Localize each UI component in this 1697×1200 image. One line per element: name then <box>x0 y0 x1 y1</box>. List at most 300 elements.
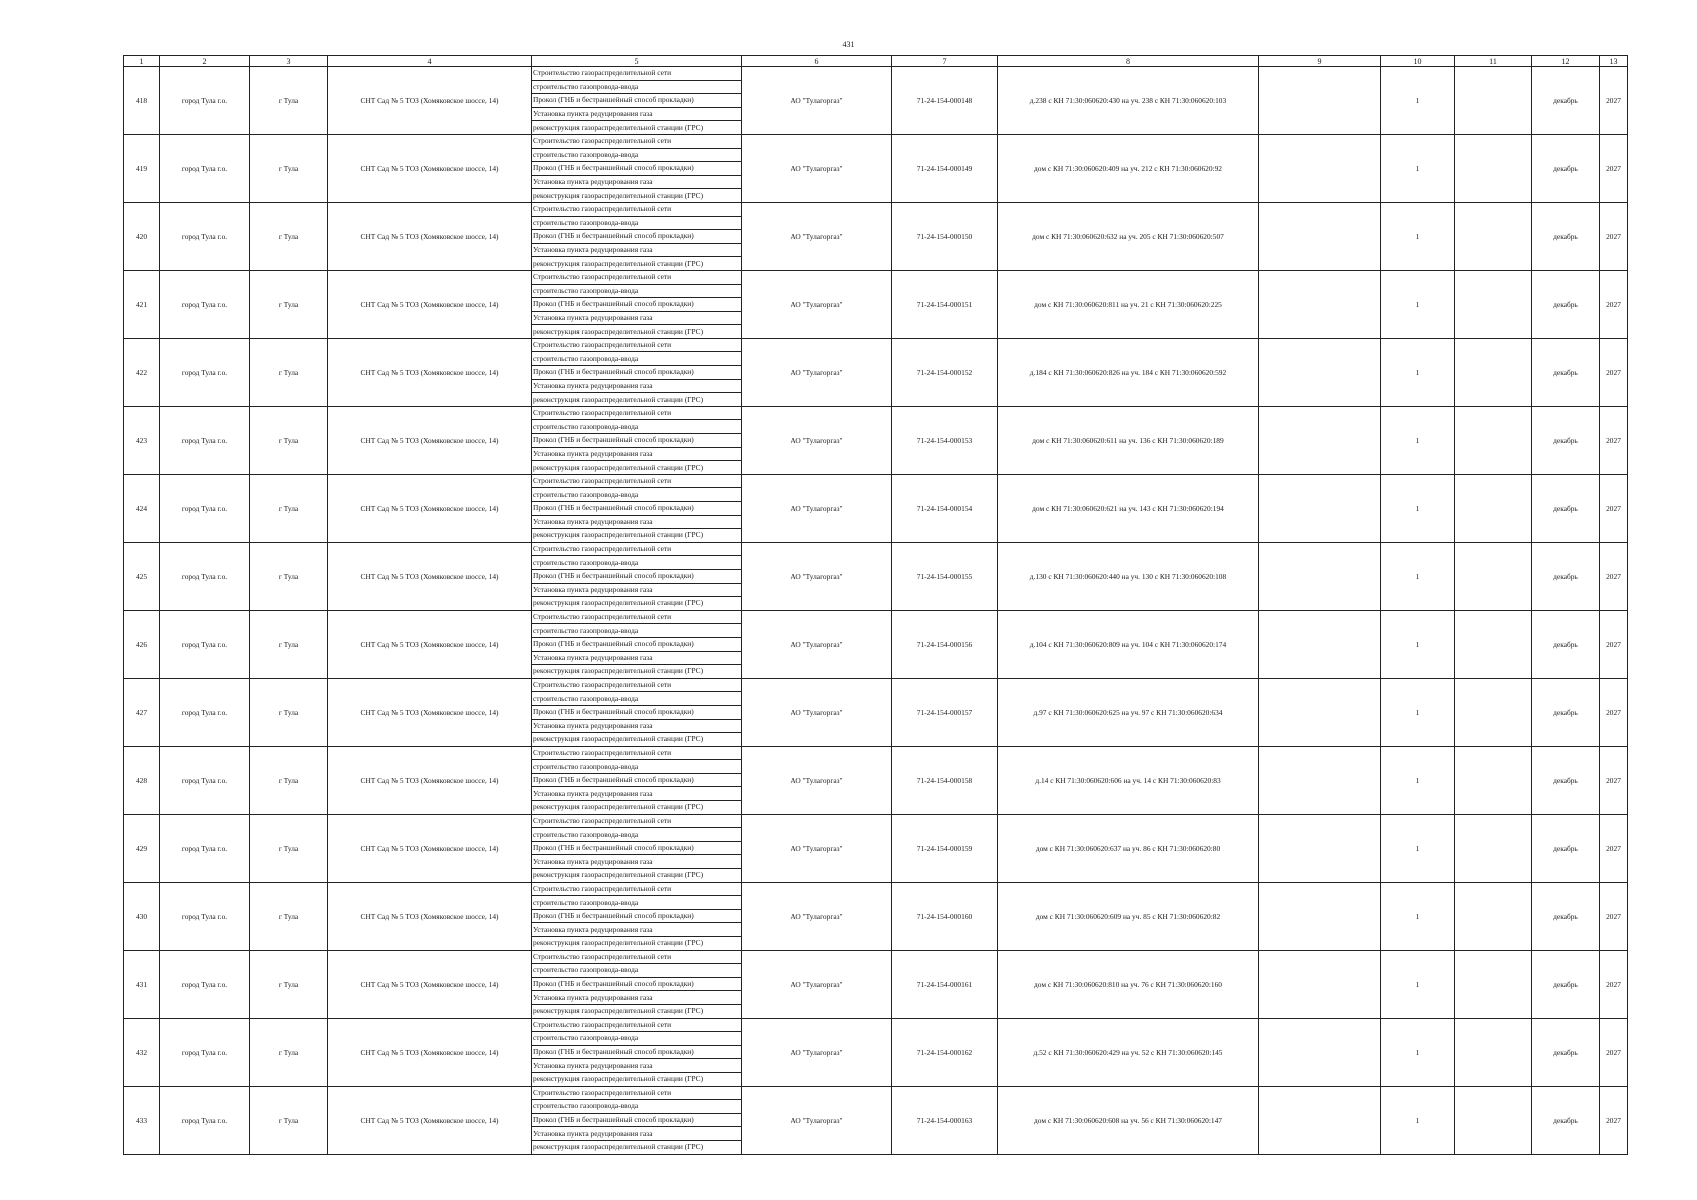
row-number-cell: 433 <box>124 1086 160 1154</box>
column-header-10: 10 <box>1381 56 1455 67</box>
work-type-cell: реконструкция газораспределительной станции (ГРС) <box>532 189 742 203</box>
work-type-cell: Прокол (ГНБ и бестраншейный способ прокладки) <box>532 502 742 516</box>
locality-cell: г Тула <box>250 1086 328 1154</box>
object-cell: СНТ Сад № 5 ТОЗ (Хомяковское шоссе, 14) <box>328 678 532 746</box>
work-type-cell: Строительство газораспределительной сети <box>532 338 742 352</box>
work-type-cell: реконструкция газораспределительной станции (ГРС) <box>532 801 742 815</box>
work-type-cell: Прокол (ГНБ и бестраншейный способ прокладки) <box>532 569 742 583</box>
work-type-cell: Строительство газораспределительной сети <box>532 814 742 828</box>
address-cell: д.52 с КН 71:30:060620:429 на уч. 52 с КН 71:30:060620:145 <box>998 1018 1259 1086</box>
work-type-cell: реконструкция газораспределительной станции (ГРС) <box>532 597 742 611</box>
object-cell: СНТ Сад № 5 ТОЗ (Хомяковское шоссе, 14) <box>328 950 532 1018</box>
work-type-cell: Прокол (ГНБ и бестраншейный способ прокладки) <box>532 366 742 380</box>
column-header-12: 12 <box>1532 56 1600 67</box>
organization-cell: АО "Тулагоргаз" <box>742 1086 892 1154</box>
year-cell: 2027 <box>1600 134 1628 202</box>
work-type-cell: Строительство газораспределительной сети <box>532 1086 742 1100</box>
work-type-cell: Строительство газораспределительной сети <box>532 542 742 556</box>
work-type-cell: Прокол (ГНБ и бестраншейный способ прокладки) <box>532 637 742 651</box>
column-11-cell <box>1455 882 1532 950</box>
row-number-cell: 427 <box>124 678 160 746</box>
work-type-cell: Строительство газораспределительной сети <box>532 134 742 148</box>
work-type-cell: строительство газопровода-ввода <box>532 80 742 94</box>
locality-cell: г Тула <box>250 134 328 202</box>
organization-cell: АО "Тулагоргаз" <box>742 202 892 270</box>
work-type-cell: Прокол (ГНБ и бестраншейный способ прокладки) <box>532 434 742 448</box>
month-cell: декабрь <box>1532 1086 1600 1154</box>
work-type-cell: Прокол (ГНБ и бестраншейный способ прокладки) <box>532 977 742 991</box>
municipality-cell: город Тула г.о. <box>160 202 250 270</box>
locality-cell: г Тула <box>250 814 328 882</box>
work-type-cell: Строительство газораспределительной сети <box>532 882 742 896</box>
municipality-cell: город Тула г.о. <box>160 270 250 338</box>
application-number-cell: 71-24-154-000148 <box>892 67 998 135</box>
work-type-cell: Прокол (ГНБ и бестраншейный способ прокладки) <box>532 1113 742 1127</box>
table-row <box>124 542 1628 556</box>
column-header-3: 3 <box>250 56 328 67</box>
column-9-cell <box>1259 950 1381 1018</box>
organization-cell: АО "Тулагоргаз" <box>742 338 892 406</box>
column-9-cell <box>1259 882 1381 950</box>
column-11-cell <box>1455 542 1532 610</box>
work-type-cell: реконструкция газораспределительной станции (ГРС) <box>532 1004 742 1018</box>
organization-cell: АО "Тулагоргаз" <box>742 474 892 542</box>
application-number-cell: 71-24-154-000153 <box>892 406 998 474</box>
row-number-cell: 421 <box>124 270 160 338</box>
object-cell: СНТ Сад № 5 ТОЗ (Хомяковское шоссе, 14) <box>328 202 532 270</box>
work-type-cell: реконструкция газораспределительной станции (ГРС) <box>532 937 742 951</box>
year-cell: 2027 <box>1600 542 1628 610</box>
quantity-cell: 1 <box>1381 678 1455 746</box>
table-row <box>124 814 1628 828</box>
address-cell: д.130 с КН 71:30:060620:440 на уч. 130 с КН 71:30:060620:108 <box>998 542 1259 610</box>
address-cell: д.238 с КН 71:30:060620:430 на уч. 238 с КН 71:30:060620:103 <box>998 67 1259 135</box>
locality-cell: г Тула <box>250 338 328 406</box>
address-cell: дом с КН 71:30:060620:637 на уч. 86 с КН 71:30:060620:80 <box>998 814 1259 882</box>
row-number-cell: 425 <box>124 542 160 610</box>
work-type-cell: реконструкция газораспределительной станции (ГРС) <box>532 869 742 883</box>
column-header-7: 7 <box>892 56 998 67</box>
row-number-cell: 426 <box>124 610 160 678</box>
application-number-cell: 71-24-154-000158 <box>892 746 998 814</box>
work-type-cell: Установка пункта редуцирования газа <box>532 583 742 597</box>
month-cell: декабрь <box>1532 67 1600 135</box>
work-type-cell: Установка пункта редуцирования газа <box>532 243 742 257</box>
quantity-cell: 1 <box>1381 950 1455 1018</box>
work-type-cell: Установка пункта редуцирования газа <box>532 447 742 461</box>
locality-cell: г Тула <box>250 610 328 678</box>
organization-cell: АО "Тулагоргаз" <box>742 406 892 474</box>
work-type-cell: Прокол (ГНБ и бестраншейный способ прокладки) <box>532 298 742 312</box>
column-header-9: 9 <box>1259 56 1381 67</box>
year-cell: 2027 <box>1600 678 1628 746</box>
work-type-cell: Установка пункта редуцирования газа <box>532 719 742 733</box>
row-number-cell: 419 <box>124 134 160 202</box>
locality-cell: г Тула <box>250 950 328 1018</box>
work-type-cell: реконструкция газораспределительной станции (ГРС) <box>532 733 742 747</box>
quantity-cell: 1 <box>1381 406 1455 474</box>
application-number-cell: 71-24-154-000162 <box>892 1018 998 1086</box>
month-cell: декабрь <box>1532 542 1600 610</box>
work-type-cell: Установка пункта редуцирования газа <box>532 175 742 189</box>
month-cell: декабрь <box>1532 1018 1600 1086</box>
object-cell: СНТ Сад № 5 ТОЗ (Хомяковское шоссе, 14) <box>328 746 532 814</box>
table-row <box>124 1086 1628 1100</box>
work-type-cell: Прокол (ГНБ и бестраншейный способ прокладки) <box>532 909 742 923</box>
organization-cell: АО "Тулагоргаз" <box>742 882 892 950</box>
organization-cell: АО "Тулагоргаз" <box>742 270 892 338</box>
table-row <box>124 202 1628 216</box>
application-number-cell: 71-24-154-000157 <box>892 678 998 746</box>
table-row <box>124 610 1628 624</box>
month-cell: декабрь <box>1532 678 1600 746</box>
work-type-cell: Прокол (ГНБ и бестраншейный способ прокладки) <box>532 773 742 787</box>
quantity-cell: 1 <box>1381 134 1455 202</box>
column-11-cell <box>1455 678 1532 746</box>
column-9-cell <box>1259 678 1381 746</box>
municipality-cell: город Тула г.о. <box>160 950 250 1018</box>
organization-cell: АО "Тулагоргаз" <box>742 746 892 814</box>
object-cell: СНТ Сад № 5 ТОЗ (Хомяковское шоссе, 14) <box>328 406 532 474</box>
work-type-cell: Установка пункта редуцирования газа <box>532 651 742 665</box>
column-header-11: 11 <box>1455 56 1532 67</box>
work-type-cell: строительство газопровода-ввода <box>532 828 742 842</box>
municipality-cell: город Тула г.о. <box>160 814 250 882</box>
table-body <box>124 67 1628 1155</box>
work-type-cell: Строительство газораспределительной сети <box>532 746 742 760</box>
year-cell: 2027 <box>1600 474 1628 542</box>
work-type-cell: строительство газопровода-ввода <box>532 556 742 570</box>
locality-cell: г Тула <box>250 67 328 135</box>
year-cell: 2027 <box>1600 1086 1628 1154</box>
municipality-cell: город Тула г.о. <box>160 610 250 678</box>
column-11-cell <box>1455 1018 1532 1086</box>
object-cell: СНТ Сад № 5 ТОЗ (Хомяковское шоссе, 14) <box>328 1018 532 1086</box>
work-type-cell: Строительство газораспределительной сети <box>532 270 742 284</box>
column-11-cell <box>1455 746 1532 814</box>
address-cell: дом с КН 71:30:060620:811 на уч. 21 с КН 71:30:060620:225 <box>998 270 1259 338</box>
work-type-cell: строительство газопровода-ввода <box>532 760 742 774</box>
address-cell: дом с КН 71:30:060620:609 на уч. 85 с КН 71:30:060620:82 <box>998 882 1259 950</box>
municipality-cell: город Тула г.о. <box>160 406 250 474</box>
work-type-cell: Установка пункта редуцирования газа <box>532 107 742 121</box>
municipality-cell: город Тула г.о. <box>160 882 250 950</box>
table-row <box>124 678 1628 692</box>
object-cell: СНТ Сад № 5 ТОЗ (Хомяковское шоссе, 14) <box>328 474 532 542</box>
year-cell: 2027 <box>1600 746 1628 814</box>
object-cell: СНТ Сад № 5 ТОЗ (Хомяковское шоссе, 14) <box>328 882 532 950</box>
column-9-cell <box>1259 270 1381 338</box>
column-11-cell <box>1455 1086 1532 1154</box>
table-row <box>124 270 1628 284</box>
locality-cell: г Тула <box>250 270 328 338</box>
quantity-cell: 1 <box>1381 270 1455 338</box>
column-11-cell <box>1455 338 1532 406</box>
table-row <box>124 746 1628 760</box>
year-cell: 2027 <box>1600 1018 1628 1086</box>
work-type-cell: реконструкция газораспределительной станции (ГРС) <box>532 461 742 475</box>
application-number-cell: 71-24-154-000161 <box>892 950 998 1018</box>
locality-cell: г Тула <box>250 1018 328 1086</box>
month-cell: декабрь <box>1532 950 1600 1018</box>
address-cell: дом с КН 71:30:060620:409 на уч. 212 с КН 71:30:060620:92 <box>998 134 1259 202</box>
row-number-cell: 420 <box>124 202 160 270</box>
month-cell: декабрь <box>1532 814 1600 882</box>
address-cell: д.14 с КН 71:30:060620:606 на уч. 14 с КН 71:30:060620:83 <box>998 746 1259 814</box>
address-cell: дом с КН 71:30:060620:632 на уч. 205 с КН 71:30:060620:507 <box>998 202 1259 270</box>
locality-cell: г Тула <box>250 406 328 474</box>
work-type-cell: строительство газопровода-ввода <box>532 352 742 366</box>
address-cell: д.184 с КН 71:30:060620:826 на уч. 184 с КН 71:30:060620:592 <box>998 338 1259 406</box>
application-number-cell: 71-24-154-000156 <box>892 610 998 678</box>
object-cell: СНТ Сад № 5 ТОЗ (Хомяковское шоссе, 14) <box>328 610 532 678</box>
work-type-cell: реконструкция газораспределительной станции (ГРС) <box>532 1072 742 1086</box>
work-type-cell: Установка пункта редуцирования газа <box>532 515 742 529</box>
organization-cell: АО "Тулагоргаз" <box>742 814 892 882</box>
column-11-cell <box>1455 474 1532 542</box>
application-number-cell: 71-24-154-000155 <box>892 542 998 610</box>
work-type-cell: Установка пункта редуцирования газа <box>532 379 742 393</box>
work-type-cell: реконструкция газораспределительной станции (ГРС) <box>532 121 742 135</box>
organization-cell: АО "Тулагоргаз" <box>742 1018 892 1086</box>
work-type-cell: Установка пункта редуцирования газа <box>532 787 742 801</box>
work-type-cell: реконструкция газораспределительной станции (ГРС) <box>532 1140 742 1154</box>
column-11-cell <box>1455 270 1532 338</box>
locality-cell: г Тула <box>250 474 328 542</box>
municipality-cell: город Тула г.о. <box>160 678 250 746</box>
object-cell: СНТ Сад № 5 ТОЗ (Хомяковское шоссе, 14) <box>328 134 532 202</box>
address-cell: д.97 с КН 71:30:060620:625 на уч. 97 с КН 71:30:060620:634 <box>998 678 1259 746</box>
work-type-cell: Установка пункта редуцирования газа <box>532 991 742 1005</box>
work-type-cell: строительство газопровода-ввода <box>532 1100 742 1114</box>
month-cell: декабрь <box>1532 610 1600 678</box>
table-header <box>124 56 1628 67</box>
work-type-cell: строительство газопровода-ввода <box>532 420 742 434</box>
data-table <box>123 55 1628 1155</box>
work-type-cell: Установка пункта редуцирования газа <box>532 1127 742 1141</box>
month-cell: декабрь <box>1532 134 1600 202</box>
municipality-cell: город Тула г.о. <box>160 746 250 814</box>
work-type-cell: Строительство газораспределительной сети <box>532 1018 742 1032</box>
row-number-cell: 428 <box>124 746 160 814</box>
work-type-cell: Установка пункта редуцирования газа <box>532 855 742 869</box>
organization-cell: АО "Тулагоргаз" <box>742 678 892 746</box>
table-row <box>124 134 1628 148</box>
column-11-cell <box>1455 134 1532 202</box>
page-number: 431 <box>842 40 855 49</box>
object-cell: СНТ Сад № 5 ТОЗ (Хомяковское шоссе, 14) <box>328 814 532 882</box>
table-row <box>124 338 1628 352</box>
address-cell: дом с КН 71:30:060620:608 на уч. 56 с КН 71:30:060620:147 <box>998 1086 1259 1154</box>
work-type-cell: строительство газопровода-ввода <box>532 624 742 638</box>
row-number-cell: 431 <box>124 950 160 1018</box>
object-cell: СНТ Сад № 5 ТОЗ (Хомяковское шоссе, 14) <box>328 270 532 338</box>
work-type-cell: Установка пункта редуцирования газа <box>532 311 742 325</box>
work-type-cell: Прокол (ГНБ и бестраншейный способ прокладки) <box>532 841 742 855</box>
row-number-cell: 422 <box>124 338 160 406</box>
year-cell: 2027 <box>1600 270 1628 338</box>
column-9-cell <box>1259 610 1381 678</box>
municipality-cell: город Тула г.о. <box>160 542 250 610</box>
month-cell: декабрь <box>1532 474 1600 542</box>
header-row <box>124 56 1628 67</box>
object-cell: СНТ Сад № 5 ТОЗ (Хомяковское шоссе, 14) <box>328 67 532 135</box>
month-cell: декабрь <box>1532 202 1600 270</box>
address-cell: дом с КН 71:30:060620:810 на уч. 76 с КН 71:30:060620:160 <box>998 950 1259 1018</box>
work-type-cell: строительство газопровода-ввода <box>532 284 742 298</box>
quantity-cell: 1 <box>1381 67 1455 135</box>
work-type-cell: строительство газопровода-ввода <box>532 896 742 910</box>
work-type-cell: Строительство газораспределительной сети <box>532 610 742 624</box>
work-type-cell: Прокол (ГНБ и бестраншейный способ прокладки) <box>532 705 742 719</box>
column-header-6: 6 <box>742 56 892 67</box>
column-11-cell <box>1455 950 1532 1018</box>
year-cell: 2027 <box>1600 338 1628 406</box>
month-cell: декабрь <box>1532 270 1600 338</box>
municipality-cell: город Тула г.о. <box>160 338 250 406</box>
column-9-cell <box>1259 338 1381 406</box>
column-9-cell <box>1259 814 1381 882</box>
municipality-cell: город Тула г.о. <box>160 1018 250 1086</box>
row-number-cell: 429 <box>124 814 160 882</box>
table-row <box>124 950 1628 964</box>
locality-cell: г Тула <box>250 542 328 610</box>
year-cell: 2027 <box>1600 950 1628 1018</box>
year-cell: 2027 <box>1600 67 1628 135</box>
work-type-cell: строительство газопровода-ввода <box>532 488 742 502</box>
column-9-cell <box>1259 474 1381 542</box>
quantity-cell: 1 <box>1381 1086 1455 1154</box>
work-type-cell: Строительство газораспределительной сети <box>532 950 742 964</box>
work-type-cell: Установка пункта редуцирования газа <box>532 923 742 937</box>
municipality-cell: город Тула г.о. <box>160 1086 250 1154</box>
municipality-cell: город Тула г.о. <box>160 67 250 135</box>
month-cell: декабрь <box>1532 882 1600 950</box>
work-type-cell: Прокол (ГНБ и бестраншейный способ прокладки) <box>532 1045 742 1059</box>
year-cell: 2027 <box>1600 610 1628 678</box>
locality-cell: г Тула <box>250 202 328 270</box>
column-9-cell <box>1259 134 1381 202</box>
month-cell: декабрь <box>1532 746 1600 814</box>
quantity-cell: 1 <box>1381 338 1455 406</box>
work-type-cell: Строительство газораспределительной сети <box>532 678 742 692</box>
month-cell: декабрь <box>1532 338 1600 406</box>
application-number-cell: 71-24-154-000160 <box>892 882 998 950</box>
organization-cell: АО "Тулагоргаз" <box>742 67 892 135</box>
application-number-cell: 71-24-154-000150 <box>892 202 998 270</box>
application-number-cell: 71-24-154-000149 <box>892 134 998 202</box>
application-number-cell: 71-24-154-000152 <box>892 338 998 406</box>
month-cell: декабрь <box>1532 406 1600 474</box>
column-9-cell <box>1259 202 1381 270</box>
work-type-cell: Строительство газораспределительной сети <box>532 202 742 216</box>
column-11-cell <box>1455 610 1532 678</box>
column-9-cell <box>1259 746 1381 814</box>
work-type-cell: Строительство газораспределительной сети <box>532 406 742 420</box>
row-number-cell: 430 <box>124 882 160 950</box>
column-11-cell <box>1455 202 1532 270</box>
year-cell: 2027 <box>1600 814 1628 882</box>
organization-cell: АО "Тулагоргаз" <box>742 610 892 678</box>
quantity-cell: 1 <box>1381 202 1455 270</box>
organization-cell: АО "Тулагоргаз" <box>742 950 892 1018</box>
table-row <box>124 882 1628 896</box>
year-cell: 2027 <box>1600 882 1628 950</box>
work-type-cell: реконструкция газораспределительной станции (ГРС) <box>532 257 742 271</box>
row-number-cell: 424 <box>124 474 160 542</box>
table-row <box>124 1018 1628 1032</box>
column-9-cell <box>1259 406 1381 474</box>
quantity-cell: 1 <box>1381 474 1455 542</box>
row-number-cell: 423 <box>124 406 160 474</box>
quantity-cell: 1 <box>1381 610 1455 678</box>
column-9-cell <box>1259 1086 1381 1154</box>
column-header-1: 1 <box>124 56 160 67</box>
column-header-2: 2 <box>160 56 250 67</box>
column-9-cell <box>1259 1018 1381 1086</box>
work-type-cell: строительство газопровода-ввода <box>532 964 742 978</box>
address-cell: д.104 с КН 71:30:060620:809 на уч. 104 с КН 71:30:060620:174 <box>998 610 1259 678</box>
column-header-8: 8 <box>998 56 1259 67</box>
organization-cell: АО "Тулагоргаз" <box>742 542 892 610</box>
quantity-cell: 1 <box>1381 814 1455 882</box>
column-header-5: 5 <box>532 56 742 67</box>
locality-cell: г Тула <box>250 678 328 746</box>
column-9-cell <box>1259 542 1381 610</box>
column-11-cell <box>1455 67 1532 135</box>
locality-cell: г Тула <box>250 882 328 950</box>
application-number-cell: 71-24-154-000159 <box>892 814 998 882</box>
column-header-13: 13 <box>1600 56 1628 67</box>
work-type-cell: Установка пункта редуцирования газа <box>532 1059 742 1073</box>
application-number-cell: 71-24-154-000163 <box>892 1086 998 1154</box>
quantity-cell: 1 <box>1381 746 1455 814</box>
work-type-cell: Строительство газораспределительной сети <box>532 474 742 488</box>
object-cell: СНТ Сад № 5 ТОЗ (Хомяковское шоссе, 14) <box>328 338 532 406</box>
column-header-4: 4 <box>328 56 532 67</box>
year-cell: 2027 <box>1600 406 1628 474</box>
quantity-cell: 1 <box>1381 882 1455 950</box>
address-cell: дом с КН 71:30:060620:611 на уч. 136 с КН 71:30:060620:189 <box>998 406 1259 474</box>
year-cell: 2027 <box>1600 202 1628 270</box>
municipality-cell: город Тула г.о. <box>160 134 250 202</box>
work-type-cell: реконструкция газораспределительной станции (ГРС) <box>532 325 742 339</box>
object-cell: СНТ Сад № 5 ТОЗ (Хомяковское шоссе, 14) <box>328 1086 532 1154</box>
locality-cell: г Тула <box>250 746 328 814</box>
row-number-cell: 432 <box>124 1018 160 1086</box>
table-row <box>124 67 1628 81</box>
application-number-cell: 71-24-154-000154 <box>892 474 998 542</box>
column-11-cell <box>1455 814 1532 882</box>
work-type-cell: Прокол (ГНБ и бестраншейный способ прокладки) <box>532 230 742 244</box>
table-row <box>124 406 1628 420</box>
work-type-cell: строительство газопровода-ввода <box>532 1032 742 1046</box>
column-11-cell <box>1455 406 1532 474</box>
work-type-cell: реконструкция газораспределительной станции (ГРС) <box>532 665 742 679</box>
work-type-cell: Строительство газораспределительной сети <box>532 67 742 81</box>
row-number-cell: 418 <box>124 67 160 135</box>
work-type-cell: Прокол (ГНБ и бестраншейный способ прокладки) <box>532 162 742 176</box>
organization-cell: АО "Тулагоргаз" <box>742 134 892 202</box>
work-type-cell: строительство газопровода-ввода <box>532 216 742 230</box>
work-type-cell: Прокол (ГНБ и бестраншейный способ прокладки) <box>532 94 742 108</box>
work-type-cell: реконструкция газораспределительной станции (ГРС) <box>532 393 742 407</box>
work-type-cell: строительство газопровода-ввода <box>532 692 742 706</box>
address-cell: дом с КН 71:30:060620:621 на уч. 143 с КН 71:30:060620:194 <box>998 474 1259 542</box>
municipality-cell: город Тула г.о. <box>160 474 250 542</box>
quantity-cell: 1 <box>1381 1018 1455 1086</box>
quantity-cell: 1 <box>1381 542 1455 610</box>
